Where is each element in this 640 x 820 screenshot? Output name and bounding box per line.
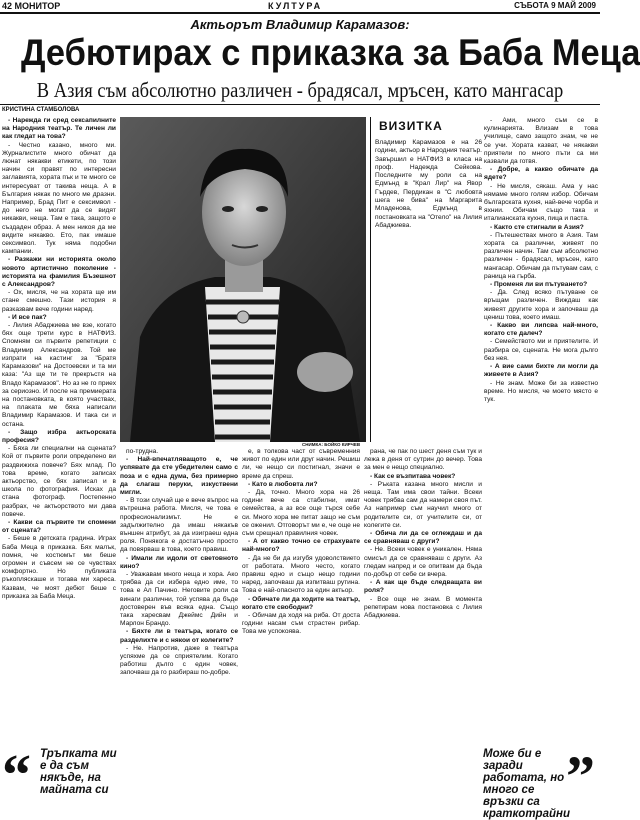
pullquote-right: Може би е заради работата, но много се връзки са краткотрайни [483, 748, 570, 820]
bio-box-title: ВИЗИТКА [379, 119, 443, 133]
interview-answer: - В този случай ще е вече въпрос на вътрешна работа. Мисля, че това е професионализмът. Не е задължително да имаш някакъв външен атрибут, за да изиграеш една роля. Понякога е достатъчно просто да повярваш в това, което правиш. [120, 497, 238, 554]
interview-answer: - Ами, много съм се в кулинарията. Влизам в това училище, само защото знам, че не се учи. Хората казват, че някакви приятели по много пъти са ми казвали да готвя. [484, 117, 598, 166]
interview-question: - Добре, а какво обичате да ядете? [484, 166, 598, 182]
interview-question: - Като в любовта ли? [248, 480, 318, 488]
interview-answer: - Честно казано, много ми. Журналистите много обичат да люнат някакви етикети, по този начин си правят по интересни заглавията, хората пък и те много се интересуват от такива неща. А в България някак по много ме дразни. Например, Брад Пит е сексимвол - до него не могат да се видят никакви, неща. Там е така, защото е създаден образ. А мен никоя да ме видите някакво. Ето, пак имаше сексимвол. Тук няма подобни кампании. [2, 141, 116, 256]
article-column-1 [2, 117, 116, 745]
interview-question: - А вие сами бихте ли могли да живеете в Азия? [484, 363, 598, 379]
interview-question: - Обича ли да се оглеждаш и да се сравняваш с други? [364, 530, 482, 546]
interview-answer: - Лилия Абаджиева ме взе, когато бях още трети курс в НАТФИЗ. Спомням си първите репетиции с Владимир Александров. Той ме изпрати на кастинг за "Братя Карамазови" на Достоевски и та ми каза: "Аз ще ти те прекръстя на Владо Карамазов". Но аз не го приех за сериозно. И после на премиерата на постановката, в която участвах, на плаката ме бяха написали Владимир Карамазов. И така си и остана. [2, 322, 116, 428]
interview-answer: - Уважавам много неща и хора. Ако трябва да си избера едно име, то това е Ал Пачино. Неговите роли са винаги различни, той успява да бъде достоверен във всяка една. Също така харесвам Джеймс Дийн и Марлон Брандо. [120, 571, 238, 628]
interview-question: - Как се възпитава човек? [370, 472, 456, 480]
interview-answer: - Ох, мисля, че на хората ще им стане смешно. Тази история я разказвам вече години наред. [2, 289, 116, 313]
article-column-2 [120, 448, 238, 798]
article-column-3 [242, 448, 360, 798]
bio-box [370, 117, 482, 442]
interview-answer: - Ръката казана много мисли и неща. Там има свои тайни. Всеки човек трябва сам да намери своя път. Аз например съм научил много от родителите си, от учителите си, от колегите си. [364, 480, 482, 529]
header-rule [0, 104, 600, 105]
interview-question: - И все пак? [8, 313, 47, 321]
interview-question: - Нарежда ги сред сексапилните на Народния театър. Те личен ли как гледат на това? [2, 117, 116, 141]
page-header [0, 0, 600, 14]
photo-caption: СНИМКА: БОЙКО КИРЧЕВ [302, 442, 361, 447]
interview-answer: - Не. Напротив, даже в театъра успяхме да се сприятелим. Когато работиш дълго с един човек, започваш да го разбираш по-добре. [120, 644, 238, 677]
interview-answer: - Да, точно. Много хора на 26 години вече са стабилни, имат семейства, а аз все още търся себе си. Много хора ме питат защо не съм се оженил. Отговорът ми е, че още не съм срещнал правилния човек. [242, 489, 360, 538]
interview-answer: - Да. След всяко пътуване се връщам различен. Виждаш как живеят другите хора и започваш да цениш това, което имаш. [484, 289, 598, 321]
interview-answer: - Обичам да ходя на риба. От доста години насам съм страстен рибар. Това ме успокоява. [242, 612, 360, 636]
issue-date: СЪБОТА 9 МАЙ 2009 [514, 1, 596, 10]
interview-answer: е, в толкова част от съвременния живот по един или друг начин. Решиш ли, че нещо си постигнал, значи е време да спреш. [242, 448, 360, 480]
interview-question: - Защо избра актьорската професия? [2, 428, 116, 444]
interview-answer: - Бяха ли специални на сцената? Кой от първите роли определено ви раздвижиха повече? Бях млад. По това време, когато записах актьорство, се бях записал и в школа по фотография. Исках да стана фотограф. Постепенно разбрах, че актьорството ми дава повече. [2, 445, 116, 518]
interview-question: - Променя ли ви пътуването? [490, 281, 588, 289]
interview-question: - Както сте стигнали в Азия? [490, 223, 584, 231]
page-number-paper: 42 МОНИТОР [2, 1, 61, 11]
quote-mark-icon: ” [566, 744, 595, 809]
interview-answer: - Да не би да изгубя удоволствието от работата. Много често, когато правиш едно и също нещо години наред, започваш да изпитваш рутина. Това е най-опасното за един актьор. [242, 554, 360, 595]
interview-answer: - Не мисля, сякаш. Ама у нас нямаме много голям избор. Обичам българската кухня, най-вече чорба и яхнии. Обичам също така и италианската кухня, пица и паста. [484, 182, 598, 223]
bio-box-text: Владимир Карамазов е на 26 години, актьор в Народния театър. Завършил е НАТФИЗ в класа на проф. Надежда Сейкова. Последните му роли са на Едмънд в "Крал Лир" на Явор Гърдев, Пердикан в "С любовта шега не бива" на Маргарита Младенова, Едмънд в постановката на "Отело" на Лилия Абаджиева. [375, 139, 482, 229]
interview-question: - Обичате ли да ходите на театър, когато сте свободни? [242, 595, 360, 611]
interview-answer: - Все още не знам. В момента репетирам нова постановка с Лилия Абаджиева. [364, 595, 482, 620]
kicker: Актьорът Владимир Карамазов: [190, 17, 410, 32]
interview-answer: - Пътешествах много в Азия. Там хората са различни, живеят по различен начин. Там съм абсолютно различен - брадясал, мръсен, като мангасар. Обичам да пътувам сам, с раница на гърба. [484, 231, 598, 280]
interview-question: - Най-впечатляващото е, че успявате да сте убедителен само с поза и с една дума, без примерно да слагаш перуки, изкуствени мигли. [120, 456, 238, 497]
interview-answer: - Не знам. Може би за известно време. Но мисля, че моето място е тук. [484, 379, 598, 403]
interview-answer: - Семейството ми и приятелите. И разбира се, сцената. Не мога дълго без нея. [484, 338, 598, 362]
interview-question: - Какво ви липсва най-много, когато сте далеч? [484, 322, 598, 338]
interview-question: - А как ще бъде следващата ви роля? [364, 579, 482, 595]
portrait-illustration [120, 117, 366, 442]
interview-question: - Разкажи ни историята около новото артистично поколение - историята на фамилия Бъзешнот с Александров? [2, 256, 116, 289]
interview-question: - Имали ли идоли от световното кино? [120, 554, 238, 570]
portrait-photo [120, 117, 366, 442]
section-label: КУЛТУРА [268, 1, 323, 11]
quote-mark-icon: “ [2, 742, 31, 807]
interview-answer: - Беше в детската градина. Играх Баба Меца в приказка. Бях малък, помня, че костюмът ми беше огромен и съвсем не се чувствах комфортно. Но публиката ръкопляскаше и тогава ми хареса. Казвам, че моят дебют беше с приказка за Баба Меца. [2, 535, 116, 600]
interview-answer: рана, че пак по шест деня съм тук и лежа в деня от сутрин до вечер. Това за мен е нещо специално. [364, 448, 482, 472]
pullquote-left: Тръпката ми е да съм някъде, на майната си [40, 748, 117, 796]
interview-answer: по-трудна. [126, 448, 159, 455]
article-column-5 [484, 117, 598, 739]
interview-answer: - Не. Всеки човек е уникален. Няма смисъл да се сравняваш с други. Аз гледам напред и се опитвам да бъда по-добър от себе си вчера. [364, 546, 482, 579]
byline: КРИСТИНА СТАМБОЛОВА [2, 107, 80, 113]
interview-question: - А от какво точно се страхувате най-много? [242, 538, 360, 554]
interview-question: - Какви са първите ти спомени от сцената? [2, 518, 116, 535]
interview-question: - Бяхте ли в театъра, когато се разделихте и с някои от колегите? [120, 628, 238, 644]
headline: Дебютирах с приказка за Баба Меца [21, 32, 640, 73]
subheadline: В Азия съм абсолютно различен - брадясал, мръсен, като мангасар [36, 78, 564, 102]
article-column-4 [364, 448, 482, 798]
